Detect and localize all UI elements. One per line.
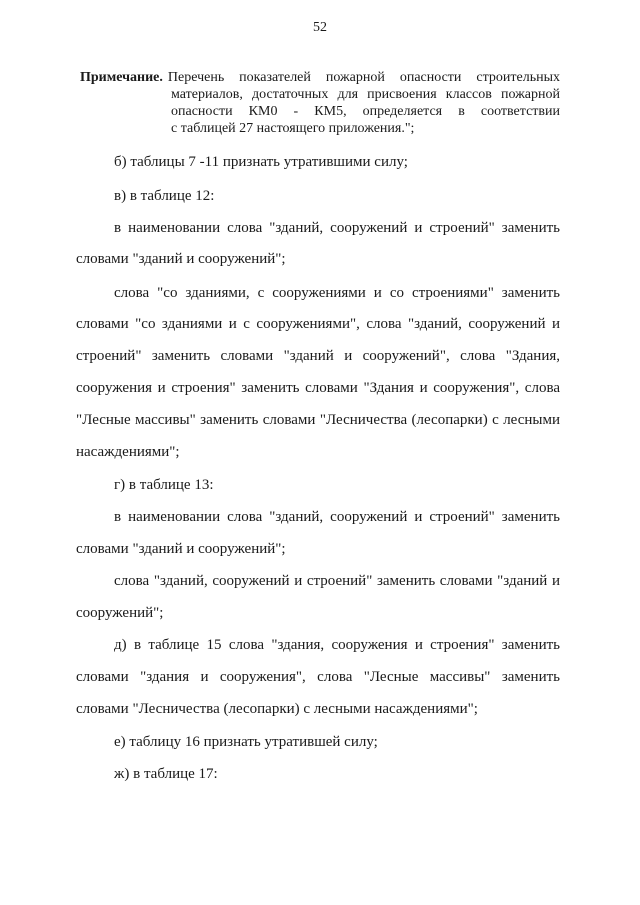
body-line: словами "зданий и сооружений"; (76, 541, 286, 557)
body-line: ж) в таблице 17: (114, 766, 218, 782)
body-line: словами "здания и сооружения", слова "Лесные массивы" заменить (76, 669, 560, 685)
body-line: г) в таблице 13: (114, 477, 214, 493)
body-line: е) таблицу 16 признать утратившей силу; (114, 734, 378, 750)
page-number: 52 (313, 20, 327, 35)
body-line: б) таблицы 7 -11 признать утратившими силу; (114, 154, 408, 170)
body-line: слова "со зданиями, с сооружениями и со строениями" заменить (114, 285, 560, 301)
note-line: Перечень показателей пожарной опасности строительных (167, 70, 560, 85)
body-line: в) в таблице 12: (114, 188, 215, 204)
body-line: словами "зданий и сооружений"; (76, 251, 286, 267)
body-line: в наименовании слова "зданий, сооружений и строений" заменить (114, 220, 560, 236)
note-line: опасности КМ0 - КМ5, определяется в соответствии (171, 104, 560, 119)
body-line: строений" заменить словами "зданий и сооружений", слова "Здания, (76, 348, 560, 364)
body-line: насаждениями"; (76, 444, 180, 460)
body-line: словами "Лесничества (лесопарки) с лесными насаждениями"; (76, 701, 478, 717)
body-line: "Лесные массивы" заменить словами "Лесничества (лесопарки) с лесными (76, 412, 560, 428)
note-block (80, 69, 560, 137)
note-line: с таблицей 27 настоящего приложения."; (171, 121, 415, 136)
body-line: словами "со зданиями и с сооружениями", слова "зданий, сооружений и (76, 316, 560, 332)
note-line: материалов, достаточных для присвоения классов пожарной (171, 87, 560, 102)
body-line: слова "зданий, сооружений и строений" заменить словами "зданий и (114, 573, 560, 589)
note-label: Примечание. (80, 70, 163, 85)
body-line: сооружения и строения" заменить словами "Здания и сооружения", слова (76, 380, 560, 396)
body-line: сооружений"; (76, 605, 164, 621)
body-line: в наименовании слова "зданий, сооружений и строений" заменить (114, 509, 560, 525)
body-line: д) в таблице 15 слова "здания, сооружения и строения" заменить (114, 637, 560, 653)
